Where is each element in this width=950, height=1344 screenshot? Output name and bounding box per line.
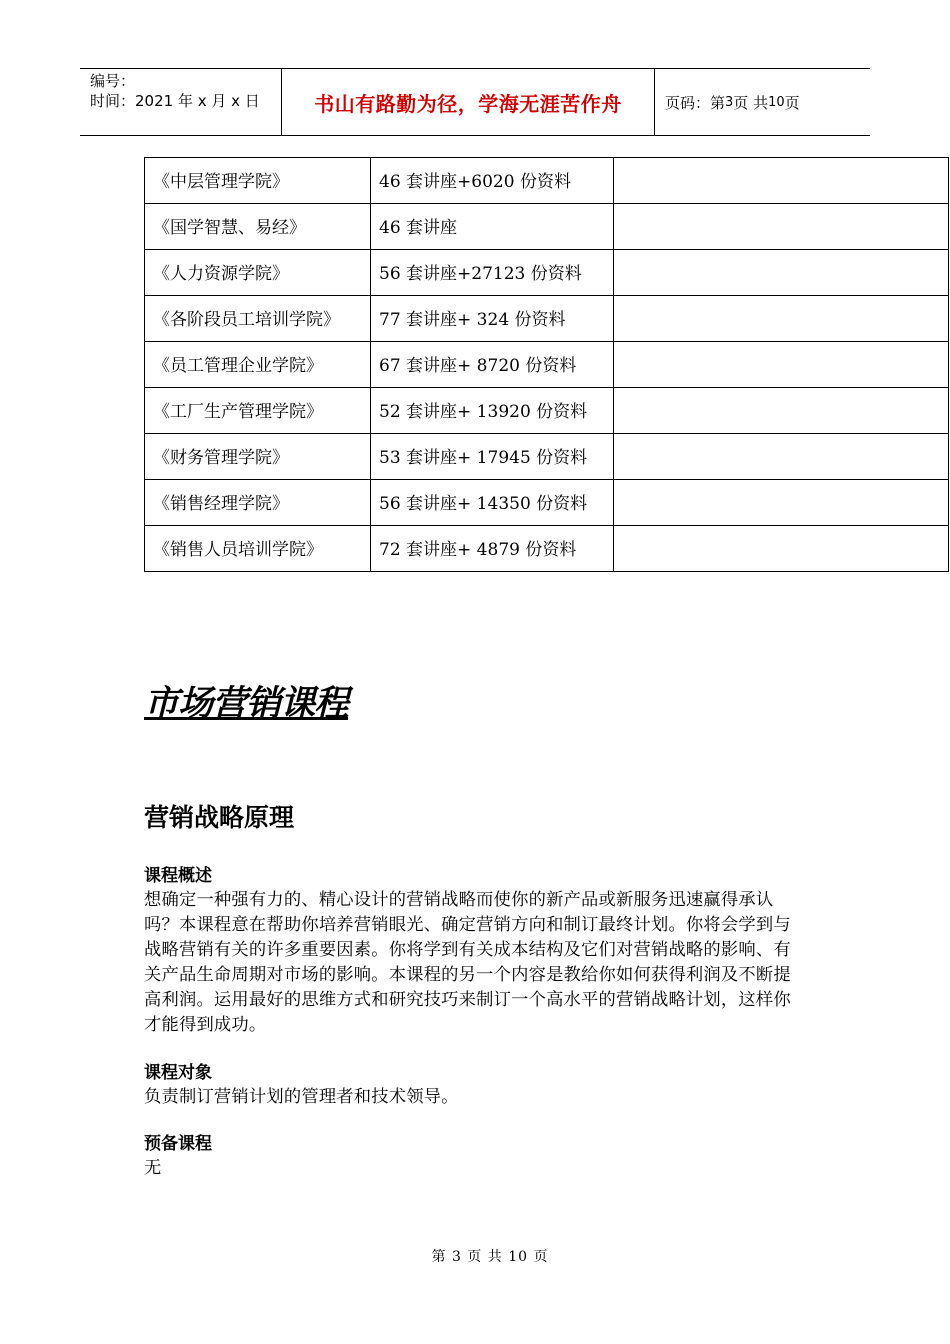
doc-time-label: 时间：2021 年 x 月 x 日: [90, 92, 260, 110]
page-info-total: 10: [768, 94, 785, 110]
table-cell-desc: 56 套讲座+ 14350 份资料: [371, 480, 614, 526]
table-cell-name: 《财务管理学院》: [145, 434, 371, 480]
table-row: [145, 434, 949, 480]
page-info-prefix: 页码：第: [665, 93, 726, 112]
page-info-mid: 页 共: [733, 93, 769, 112]
table-cell-name: 《各阶段员工培训学院》: [145, 296, 371, 342]
header-page-info: [655, 69, 870, 135]
table-cell-note: [614, 526, 949, 572]
table-row: [145, 158, 949, 204]
table-row: [145, 342, 949, 388]
table-cell-desc: 46 套讲座: [371, 204, 614, 250]
course-title: 营销战略原理: [144, 803, 295, 832]
prereq-text: 无: [144, 1158, 162, 1178]
table-cell-note: [614, 388, 949, 434]
table-cell-note: [614, 480, 949, 526]
table-row: [145, 480, 949, 526]
doc-number-label: 编号：: [90, 72, 136, 90]
table-cell-note: [614, 158, 949, 204]
table-cell-note: [614, 204, 949, 250]
table-cell-desc: 72 套讲座+ 4879 份资料: [371, 526, 614, 572]
table-cell-note: [614, 434, 949, 480]
page-footer: 第 3 页 共 10 页: [431, 1249, 549, 1265]
course-prereq: [144, 1132, 804, 1181]
audience-text: 负责制订营销计划的管理者和技术领导。: [144, 1087, 459, 1107]
audience-label: 课程对象: [144, 1063, 212, 1083]
page-header: [80, 68, 870, 136]
overview-label: 课程概述: [144, 866, 212, 886]
header-meta: [80, 69, 282, 135]
section-title: 市场营销课程: [144, 684, 349, 724]
course-resource-table: [144, 157, 949, 572]
table-cell-desc: 77 套讲座+ 324 份资料: [371, 296, 614, 342]
page-info-suffix: 页: [784, 93, 800, 112]
table-row: [145, 296, 949, 342]
table-cell-desc: 67 套讲座+ 8720 份资料: [371, 342, 614, 388]
table-cell-name: 《中层管理学院》: [145, 158, 371, 204]
table-cell-note: [614, 296, 949, 342]
table-cell-name: 《销售人员培训学院》: [145, 526, 371, 572]
table-row: [145, 526, 949, 572]
table-cell-note: [614, 342, 949, 388]
table-row: [145, 250, 949, 296]
table-cell-name: 《工厂生产管理学院》: [145, 388, 371, 434]
course-audience: [144, 1061, 804, 1110]
table-cell-desc: 53 套讲座+ 17945 份资料: [371, 434, 614, 480]
prereq-label: 预备课程: [144, 1134, 212, 1154]
table-cell-desc: 52 套讲座+ 13920 份资料: [371, 388, 614, 434]
table-row: [145, 388, 949, 434]
table-cell-name: 《国学智慧、易经》: [145, 204, 371, 250]
page-info-current: 3: [725, 94, 734, 110]
table-cell-desc: 46 套讲座+6020 份资料: [371, 158, 614, 204]
overview-text: 想确定一种强有力的、精心设计的营销战略而使你的新产品或新服务迅速赢得承认吗？本课程意在帮助你培养营销眼光、确定营销方向和制订最终计划。你将会学到与战略营销有关的许多重要因素。你将学到有关成本结构及它们对营销战略的影响、有关产品生命周期对市场的影响。本课程的另一个内容是教给你如何获得利润及不断提高利润。运用最好的思维方式和研究技巧来制订一个高水平的营销战略计划，这样你才能得到成功。: [144, 890, 791, 1035]
table-cell-note: [614, 250, 949, 296]
table-row: [145, 204, 949, 250]
table-cell-name: 《销售经理学院》: [145, 480, 371, 526]
table-cell-name: 《员工管理企业学院》: [145, 342, 371, 388]
table-cell-name: 《人力资源学院》: [145, 250, 371, 296]
header-motto: 书山有路勤为径，学海无涯苦作舟: [282, 69, 655, 135]
course-overview: [144, 864, 804, 1038]
table-cell-desc: 56 套讲座+27123 份资料: [371, 250, 614, 296]
